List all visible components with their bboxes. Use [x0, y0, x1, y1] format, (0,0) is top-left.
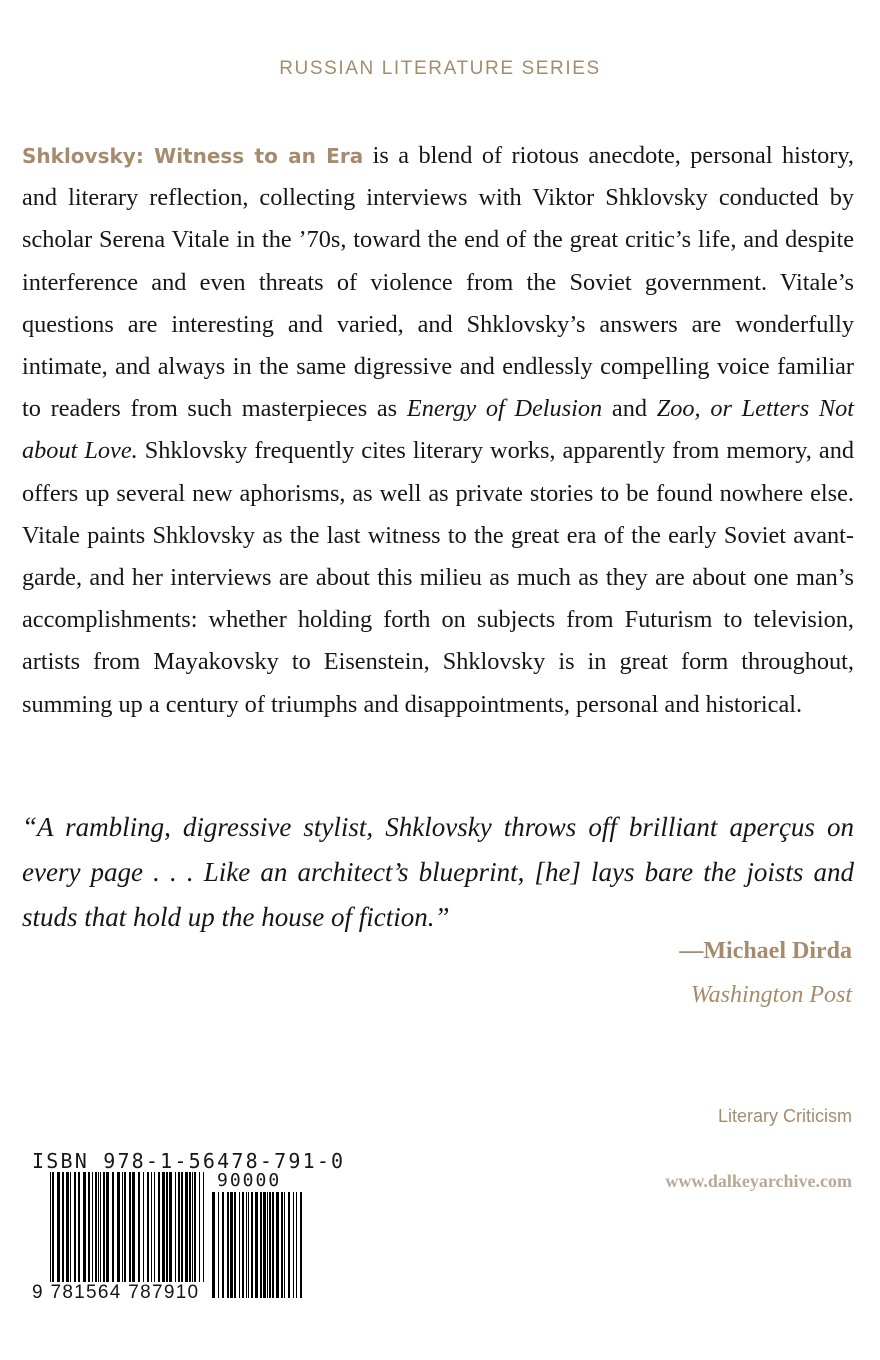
barcode-bar	[239, 1192, 240, 1298]
barcode-bar	[189, 1172, 191, 1282]
barcode-bar	[74, 1172, 76, 1282]
barcode-bar	[166, 1172, 168, 1282]
barcode-bar	[281, 1192, 283, 1298]
barcode-bar	[83, 1172, 86, 1282]
publisher-website: www.dalkeyarchive.com	[665, 1171, 852, 1191]
barcode-bar	[227, 1192, 229, 1298]
barcode-bar	[98, 1172, 99, 1282]
barcode-bar	[242, 1192, 244, 1298]
barcode-bar	[95, 1172, 97, 1282]
barcode-bar	[70, 1172, 71, 1282]
barcode-bar	[248, 1192, 249, 1298]
barcode-bar	[106, 1172, 109, 1282]
barcode-bar	[124, 1172, 126, 1282]
conjunction: and	[602, 395, 657, 423]
barcode-bar	[251, 1192, 253, 1298]
barcode-bar	[276, 1192, 279, 1298]
barcode-bar	[138, 1172, 140, 1282]
barcode-bar	[88, 1172, 90, 1282]
barcode-bar	[194, 1172, 196, 1282]
barcode-bar	[230, 1192, 233, 1298]
barcode-bar	[293, 1192, 294, 1298]
genre-category: Literary Criticism	[717, 1106, 852, 1126]
barcode-bar	[203, 1172, 204, 1282]
barcode-bar	[296, 1192, 297, 1298]
referenced-book-1: Energy of Delusion	[406, 395, 603, 423]
barcode-bar	[132, 1172, 135, 1282]
barcode-bar	[147, 1172, 149, 1282]
barcode-bar	[112, 1172, 114, 1282]
quote-source: Washington Post	[690, 982, 852, 1008]
isbn-label: ISBN 978-1-56478-791-0	[32, 1149, 346, 1173]
barcode-bar	[288, 1192, 290, 1298]
barcode-bar	[66, 1172, 69, 1282]
barcode-bar	[284, 1192, 285, 1298]
isbn-barcode	[24, 1148, 346, 1318]
barcode-bar	[300, 1192, 302, 1298]
barcode-bar	[78, 1172, 80, 1282]
barcode-bar	[154, 1172, 155, 1282]
barcode-bar	[169, 1172, 172, 1282]
series-label: RUSSIAN LITERATURE SERIES	[279, 58, 601, 79]
barcode-bar	[178, 1172, 180, 1282]
ean-digits: 9 781564 787910	[32, 1282, 200, 1303]
barcode-bar	[218, 1192, 219, 1298]
barcode-bar	[260, 1192, 262, 1298]
barcode-bar	[234, 1192, 236, 1298]
barcode-bar	[267, 1192, 268, 1298]
review-quote: “A rambling, digressive stylist, Shklovsky throws off brilliant aperçus on every page . . . Like an architect’s blueprint, [he] lays bare the joists and studs that hold up the house of fiction.”	[22, 812, 854, 932]
barcode-bar	[181, 1172, 183, 1282]
barcode-bar	[151, 1172, 152, 1282]
barcode-bar	[222, 1192, 224, 1298]
barcode-bar	[199, 1172, 200, 1282]
barcode-bar	[246, 1192, 247, 1298]
description-text: is a blend of riotous anecdote, personal history, and literary reflection, collecting interviews with Viktor Shklovsky conducted by scholar Serena Vitale in the ’70s, toward the end of the great critic’s life, and despite interference and even threats of violence from the Soviet government. Vitale’s questions are interesting and varied, and Shklovsky’s answers are wonderfully intimate, and always in the same digressive and endlessly compelling voice familiar to readers from such masterpieces as	[22, 142, 854, 423]
barcode-bar	[158, 1172, 160, 1282]
barcode-bar	[263, 1192, 266, 1298]
book-description	[22, 135, 854, 726]
barcode-bar	[175, 1172, 176, 1282]
barcode-bar	[117, 1172, 120, 1282]
barcode-bar	[212, 1192, 215, 1298]
barcode-bar	[57, 1172, 60, 1282]
barcode-bar	[129, 1172, 131, 1282]
referenced-book-2: Zoo, or Letters Not about Love.	[22, 395, 854, 465]
barcode-bar	[50, 1172, 51, 1298]
barcode-bar	[143, 1172, 144, 1282]
barcode-bar	[62, 1172, 64, 1282]
barcode-bar	[103, 1172, 105, 1282]
barcode-bar	[255, 1192, 258, 1298]
barcode-bar	[92, 1172, 93, 1282]
barcode-bar	[272, 1192, 274, 1298]
barcode-bar	[185, 1172, 188, 1282]
barcode-bar	[269, 1192, 271, 1298]
barcode-bar	[100, 1172, 101, 1282]
barcode-bar	[162, 1172, 165, 1282]
price-code: 90000	[217, 1170, 282, 1191]
quote-author: —Michael Dirda	[679, 938, 852, 964]
description-text-continued: Shklovsky frequently cites literary works, apparently from memory, and offers up several new aphorisms, as well as private stories to be found nowhere else. Vitale paints Shklovsky as the last witness to the great era of the early Soviet avant-garde, and her interviews are about this milieu as much as they are about one man’s accomplishments: whether holding forth on subjects from Futurism to television, artists from Mayakovsky to Eisenstein, Shklovsky is in great form throughout, summing up a century of triumphs and disappointments, personal and historical.	[22, 437, 854, 718]
book-title: Shklovsky: Witness to an Era	[22, 144, 364, 168]
barcode-bar	[192, 1172, 193, 1282]
barcode-bar	[122, 1172, 123, 1282]
barcode-bar	[52, 1172, 54, 1298]
